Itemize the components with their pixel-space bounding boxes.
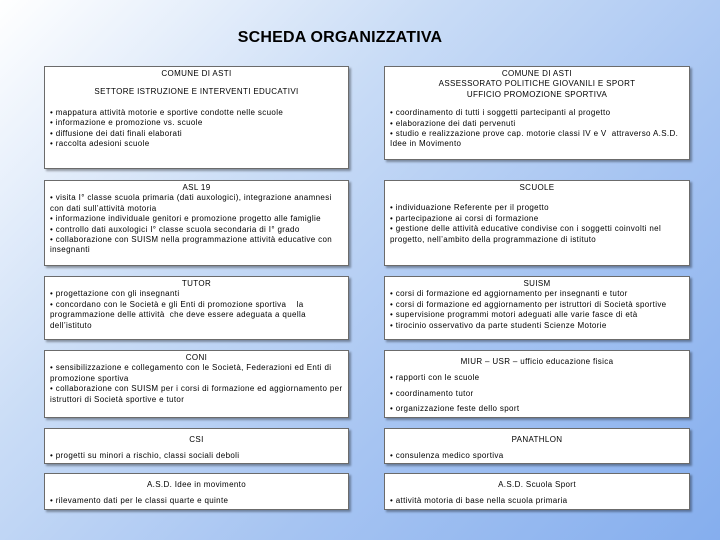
list-item: • individuazione Referente per il progetto	[390, 203, 549, 213]
box-subheading: SETTORE ISTRUZIONE E INTERVENTI EDUCATIVI	[94, 87, 299, 97]
box-heading: ASL 19	[182, 183, 211, 192]
list-item: • supervisione programmi motori adeguati alle varie fasce di età	[390, 310, 638, 320]
list-item: • collaborazione con SUISM per i corsi di formazione ed aggiornamento per istruttori di Società sportive e tutor	[50, 384, 346, 404]
comune-sport-box	[384, 66, 690, 160]
box-heading: SUISM	[523, 279, 551, 288]
box-heading: SCUOLE	[519, 183, 555, 192]
box-heading: TUTOR	[181, 279, 212, 288]
list-item: • organizzazione feste dello sport	[390, 404, 520, 414]
list-item: • collaborazione con SUISM nella programmazione attività educative con insegnanti	[50, 235, 335, 255]
asl19-box	[44, 180, 349, 266]
box-heading-line: ASSESSORATO POLITICHE GIOVANILI E SPORT	[438, 79, 636, 89]
list-item: • coordinamento di tutti i soggetti partecipanti al progetto	[390, 108, 611, 118]
list-item: • sensibilizzazione e collegamento con le Società, Federazioni ed Enti di promozione sportiva	[50, 363, 334, 383]
box-heading: COMUNE DI ASTI	[161, 69, 232, 78]
list-item: • raccolta adesioni scuole	[50, 139, 150, 149]
scuole-box	[384, 180, 690, 266]
list-item: • elaborazione dei dati pervenuti	[390, 118, 516, 128]
list-item: • tirocinio osservativo da parte studenti Scienze Motorie	[390, 320, 607, 330]
asd-idee-box	[44, 473, 349, 510]
box-heading-line: COMUNE DI ASTI	[501, 69, 573, 78]
list-item: • mappatura attività motorie e sportive condotte nelle scuole	[50, 107, 284, 117]
list-item: • progetti su minori a rischio, classi sociali deboli	[50, 451, 240, 461]
suism-box	[384, 276, 690, 340]
box-heading-line: UFFICIO PROMOZIONE SPORTIVA	[466, 89, 608, 99]
asd-scuola-sport-box	[384, 473, 690, 510]
list-item: • corsi di formazione ed aggiornamento per istruttori di Società sportive	[390, 299, 667, 309]
box-heading: A.S.D. Idee in movimento	[146, 480, 247, 489]
list-item: • coordinamento tutor	[390, 388, 474, 398]
panathlon-box	[384, 428, 690, 464]
list-item: • concordano con le Società e gli Enti di promozione sportiva la programmazione delle attività che deve essere adeguata a quella dell’istituto	[50, 299, 309, 330]
list-item: • attività motoria di base nella scuola primaria	[390, 496, 568, 506]
list-item: • diffusione dei dati finali elaborati	[50, 128, 183, 138]
list-item: • visita I° classe scuola primaria (dati auxologici), integrazione anamnesi con dati sull’attività motoria	[50, 193, 335, 213]
csi-box	[44, 428, 349, 464]
list-item: • rapporti con le scuole	[390, 373, 480, 383]
list-item: • corsi di formazione ed aggiornamento per insegnanti e tutor	[390, 289, 628, 299]
miur-box	[384, 350, 690, 418]
list-item: • informazione individuale genitori e promozione progetto alle famiglie	[50, 214, 321, 224]
box-heading: A.S.D. Scuola Sport	[498, 480, 576, 489]
coni-box	[44, 350, 349, 418]
list-item: • partecipazione ai corsi di formazione	[390, 213, 539, 223]
box-heading: CONI	[185, 353, 208, 362]
list-item: • informazione e promozione vs. scuole	[50, 118, 203, 128]
tutor-box	[44, 276, 349, 340]
box-heading: CSI	[189, 435, 204, 444]
list-item: • controllo dati auxologici I° classe scuola secondaria di I° grado	[50, 224, 300, 234]
box-heading: PANATHLON	[511, 435, 563, 444]
list-item: • gestione delle attività educative condivise con i soggetti coinvolti nel progetto, nell’ambito della programmazione di istituto	[390, 224, 664, 244]
list-item: • progettazione con gli insegnanti	[50, 289, 180, 299]
comune-istruzione-box	[44, 66, 349, 169]
list-item: • consulenza medico sportiva	[390, 451, 504, 461]
list-item: • rilevamento dati per le classi quarte e quinte	[50, 496, 229, 506]
list-item: • studio e realizzazione prove cap. motorie classi IV e V attraverso A.S.D. Idee in Movimento	[390, 129, 681, 149]
page-title: SCHEDA ORGANIZZATIVA	[237, 29, 443, 46]
box-heading: MIUR – USR – ufficio educazione fisica	[460, 357, 614, 366]
